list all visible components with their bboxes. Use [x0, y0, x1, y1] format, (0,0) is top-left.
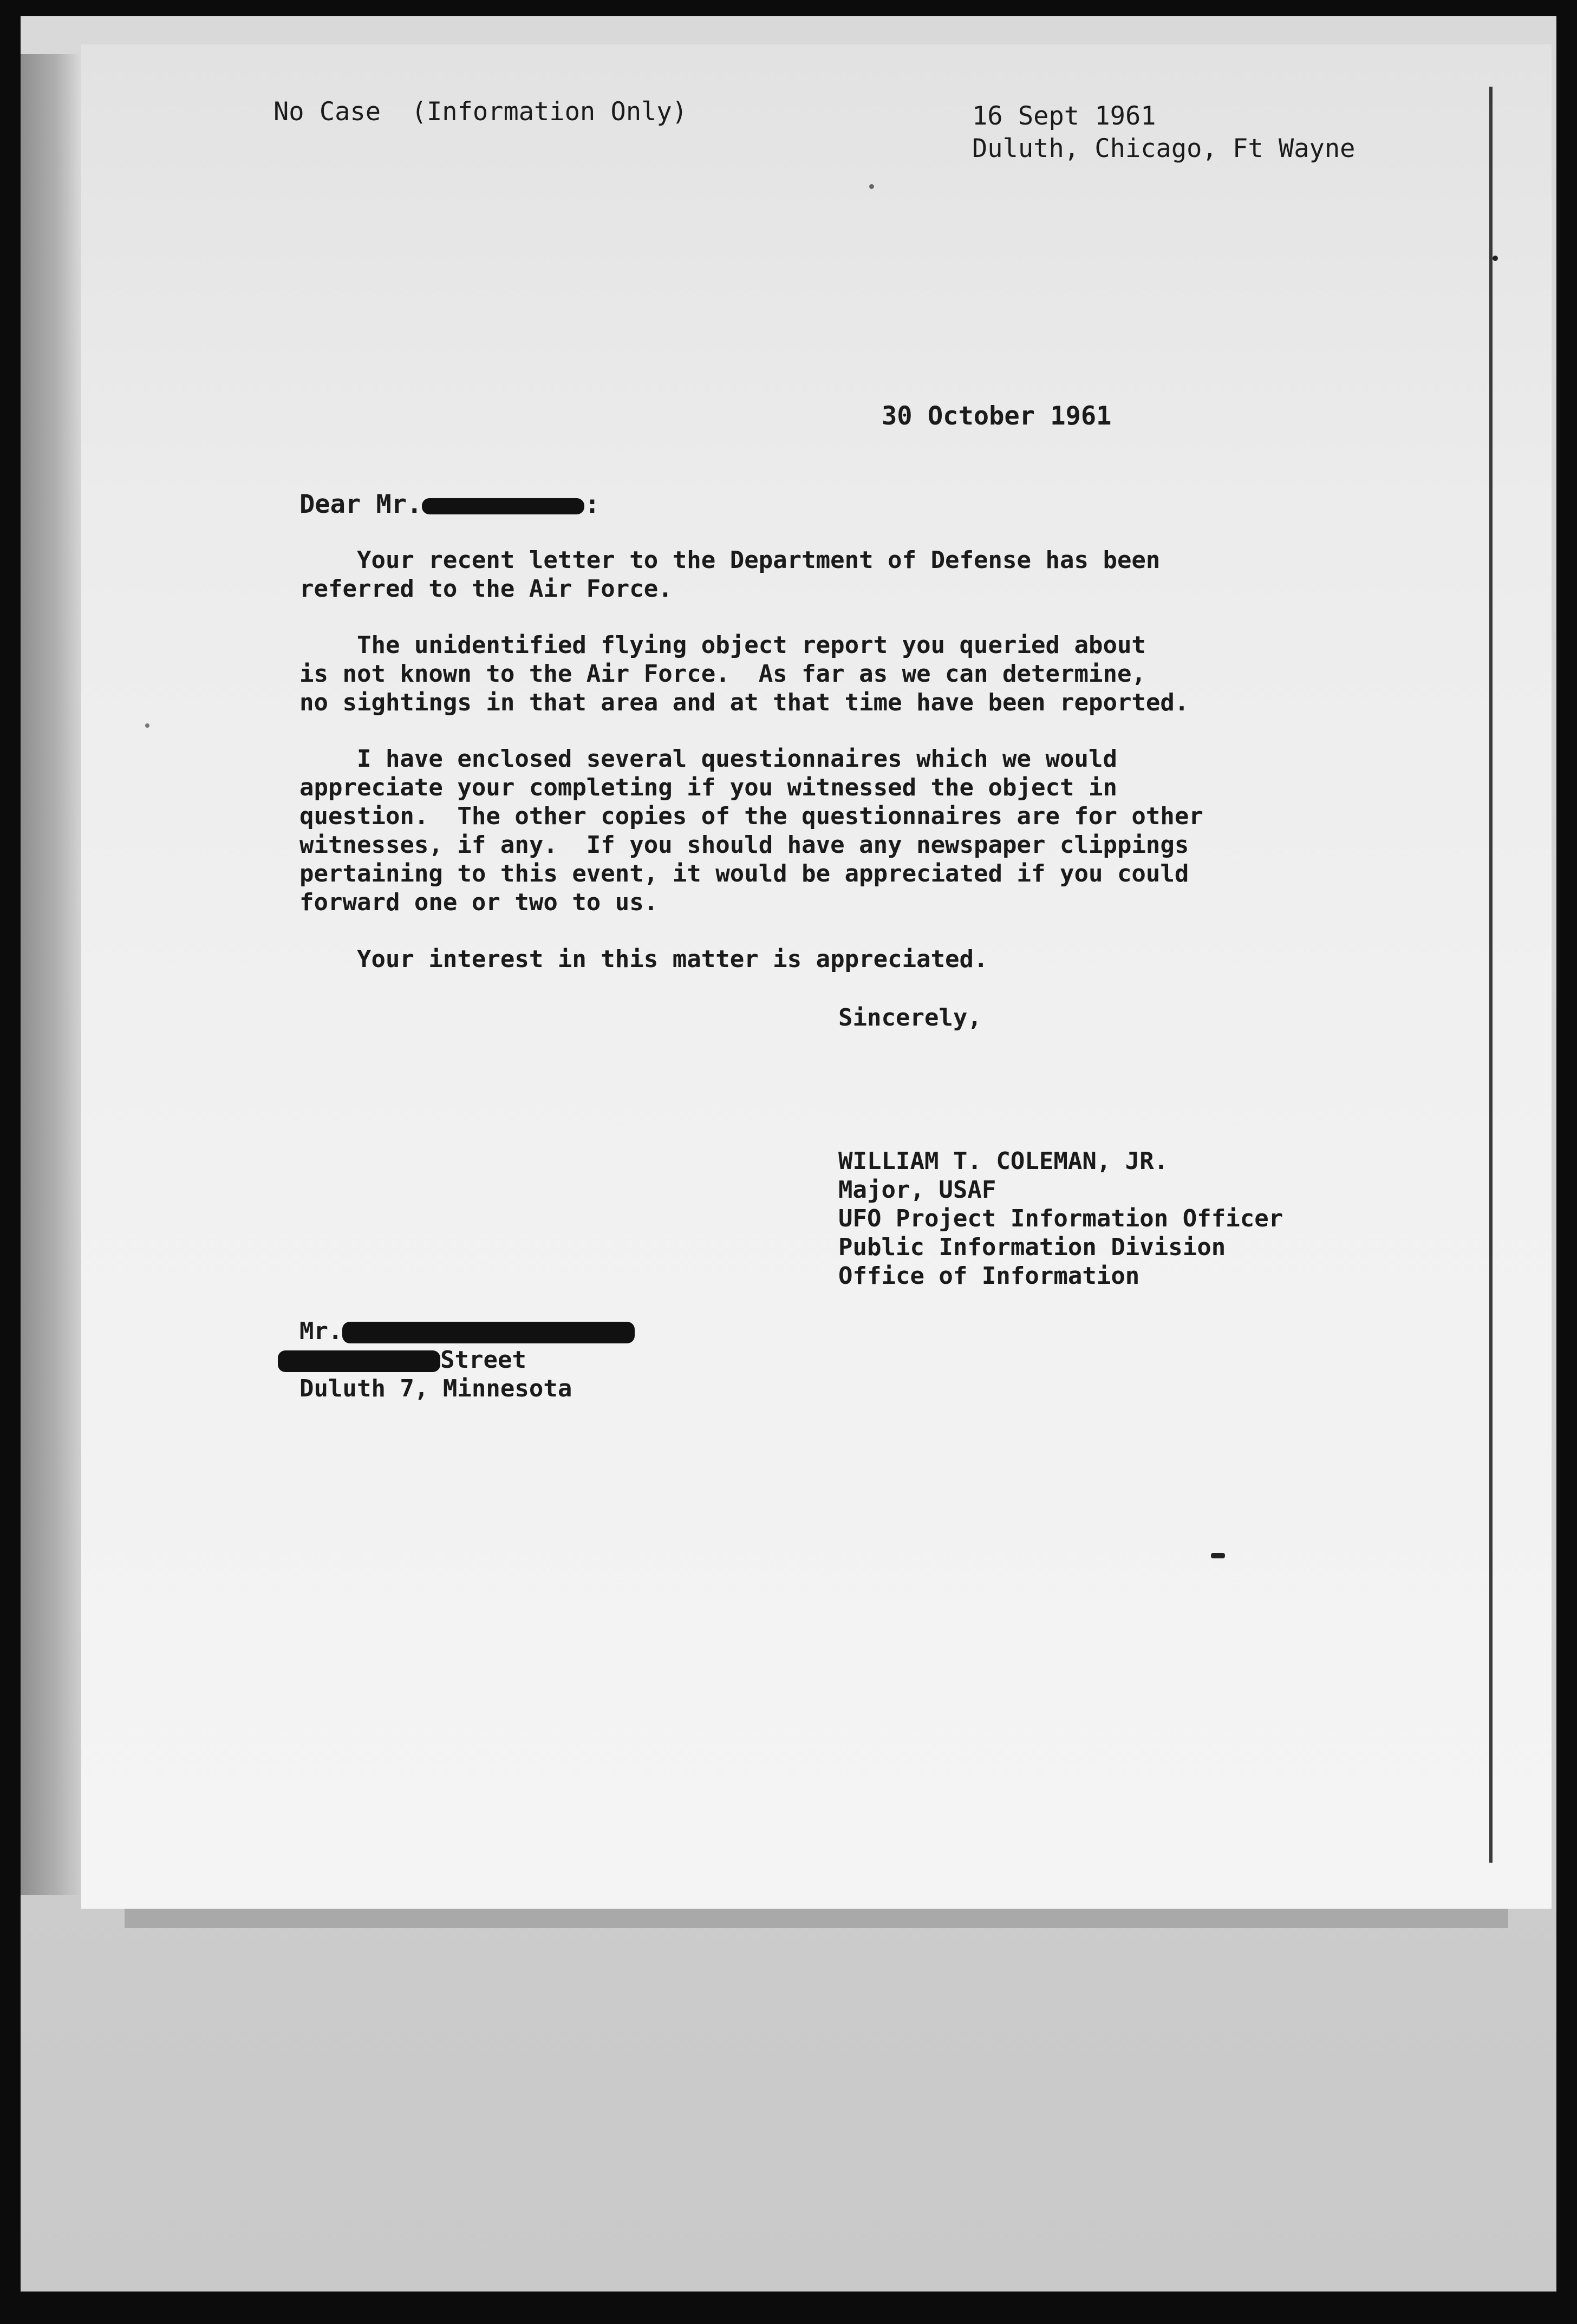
scan-speck: [869, 184, 874, 189]
salutation-suffix: :: [584, 489, 600, 519]
paragraph-line: referred to the Air Force.: [299, 575, 673, 603]
redaction-bar: [342, 1322, 635, 1343]
paragraph-line: The unidentified flying object report you queried about: [299, 631, 1146, 659]
sighting-date: 16 Sept 1961: [972, 101, 1156, 131]
paragraph-2: [299, 631, 1189, 717]
address-line-1: [299, 1317, 635, 1346]
salutation: [299, 490, 600, 519]
recipient-address: [299, 1317, 635, 1403]
signer-office: Office of Information: [838, 1262, 1140, 1290]
paragraph-line: I have enclosed several questionnaires which we would: [299, 745, 1117, 773]
scan-shadow: [21, 54, 80, 1895]
sighting-locations: Duluth, Chicago, Ft Wayne: [972, 134, 1356, 164]
case-note: No Case (Information Only): [273, 97, 688, 127]
scan-bottom-strip: [125, 1909, 1508, 1928]
closing: Sincerely,: [838, 1004, 982, 1032]
address-prefix: Mr.: [299, 1317, 343, 1345]
signature-block: [838, 1147, 1283, 1290]
paragraph-line: is not known to the Air Force. As far as we can determine,: [299, 660, 1146, 688]
letter-date: 30 October 1961: [882, 401, 1112, 431]
signer-division: Public Information Division: [838, 1233, 1226, 1261]
paragraph-line: appreciate your completing if you witnessed the object in: [299, 774, 1117, 801]
paragraph-line: witnesses, if any. If you should have any newspaper clippings: [299, 831, 1189, 859]
salutation-prefix: Dear Mr.: [299, 489, 422, 519]
paragraph-4: [299, 945, 988, 974]
paragraph-line: no sightings in that area and at that time have been reported.: [299, 689, 1189, 716]
redaction-bar: [422, 498, 584, 514]
paragraph-line: Your recent letter to the Department of Defense has been: [299, 546, 1161, 574]
sheet-edge-rule: [1489, 87, 1493, 1863]
signer-title: UFO Project Information Officer: [838, 1205, 1283, 1232]
paragraph-line: pertaining to this event, it would be appreciated if you could: [299, 860, 1189, 887]
paragraph-line: forward one or two to us.: [299, 889, 659, 916]
address-street: Street: [440, 1346, 526, 1374]
scan-speck: [1211, 1553, 1225, 1558]
redaction-bar: [278, 1350, 440, 1372]
signer-name: WILLIAM T. COLEMAN, JR.: [838, 1147, 1169, 1175]
paragraph-1: [299, 546, 1160, 603]
scan-speck: [145, 723, 149, 728]
paragraph-3: [299, 745, 1203, 917]
paragraph-line: question. The other copies of the questionnaires are for other: [299, 802, 1203, 830]
signer-rank: Major, USAF: [838, 1176, 996, 1204]
scan-speck: [1493, 256, 1498, 261]
letter-sheet: [81, 44, 1552, 1909]
address-line-2: [299, 1346, 635, 1374]
paragraph-line: Your interest in this matter is appreciated.: [299, 945, 988, 973]
address-line-3: Duluth 7, Minnesota: [299, 1375, 572, 1402]
